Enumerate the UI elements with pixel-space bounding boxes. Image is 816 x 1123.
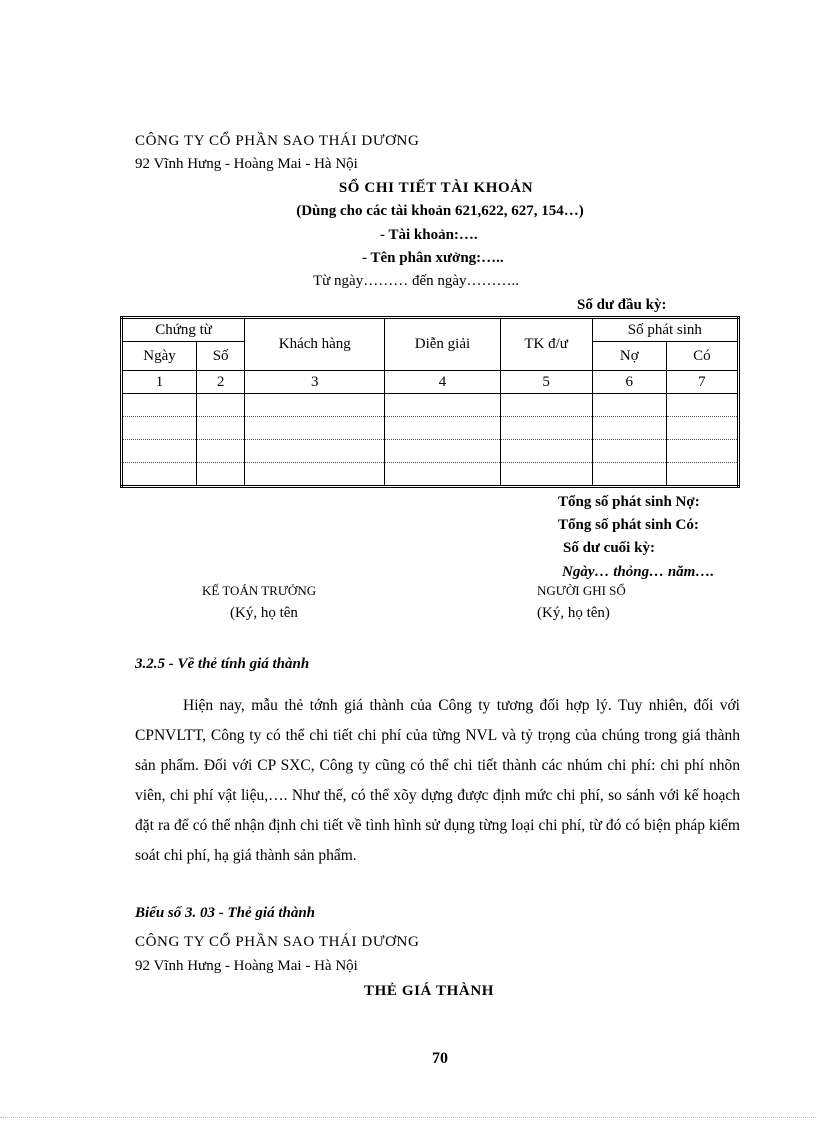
header-number: Số (197, 342, 245, 371)
header-credit: Có (666, 342, 738, 371)
ledger-table (120, 316, 740, 488)
header-arising: Số phát sinh (592, 318, 738, 342)
recorder-label: NGƯỜI GHI SỔ (537, 583, 626, 598)
form-company-address: 92 Vĩnh Hưng - Hoàng Mai - Hà Nội (135, 958, 358, 974)
header-customer: Khách hàng (245, 318, 385, 371)
header-voucher: Chứng từ (122, 318, 245, 342)
workshop-line: - Tên phân xưởng:….. (362, 250, 504, 266)
column-number: 3 (245, 371, 385, 394)
company-address: 92 Vĩnh Hưng - Hoàng Mai - Hà Nội (135, 156, 358, 172)
total-credit: Tổng số phát sinh Có: (558, 517, 699, 533)
column-number: 5 (500, 371, 592, 394)
closing-balance: Số dư cuối kỳ: (563, 540, 655, 556)
page-bottom-divider (0, 1117, 816, 1118)
column-number: 6 (592, 371, 666, 394)
header-date: Ngày (122, 342, 197, 371)
table-row (122, 440, 739, 463)
chief-accountant-label: KẾ TOÁN TRƯỞNG (202, 583, 317, 598)
ledger-subtitle: (Dùng cho các tài khoản 621,622, 627, 154…) (296, 203, 584, 219)
header-debit: Nợ (592, 342, 666, 371)
header-contra-account: TK đ/ư (500, 318, 592, 371)
total-debit: Tổng số phát sinh Nợ: (558, 494, 700, 510)
recorder-note: (Ký, họ tên) (537, 605, 610, 621)
account-line: - Tài khoản:…. (380, 227, 478, 243)
form-caption: Biểu số 3. 03 - Thẻ giá thành (135, 905, 316, 921)
form-company-name: CÔNG TY CỔ PHẦN SAO THÁI DƯƠNG (135, 934, 420, 950)
section-paragraph (135, 691, 740, 871)
page-number: 70 (432, 1050, 448, 1067)
ledger-title: SỔ CHI TIẾT TÀI KHOẢN (338, 180, 534, 196)
column-number: 1 (122, 371, 197, 394)
header-description: Diễn giải (385, 318, 500, 371)
period-line: Từ ngày……… đến ngày……….. (313, 273, 520, 289)
table-row (122, 394, 739, 417)
chief-accountant-note: (Ký, họ tên (230, 605, 298, 621)
table-row (122, 463, 739, 487)
table-row (122, 417, 739, 440)
date-line: Ngày… thỏng… năm…. (562, 564, 715, 580)
section-heading: 3.2.5 - Về thẻ tính giá thành (135, 656, 310, 672)
column-number: 2 (197, 371, 245, 394)
opening-balance: Số dư đầu kỳ: (577, 297, 667, 313)
form-title: THẺ GIÁ THÀNH (364, 983, 495, 999)
company-name: CÔNG TY CỔ PHẦN SAO THÁI DƯƠNG (135, 133, 420, 149)
column-number: 4 (385, 371, 500, 394)
paragraph-text: Hiện nay, mẫu thẻ tớnh giá thành của Công ty tương đối hợp lý. Tuy nhiên, đối với CPNVLTT, Công ty có thể chi tiết chi phí của từng NVL và tỷ trọng của chúng trong giá thành sản phẩm. Đối với CP SXC, Công ty cũng có thể chi tiết thành các nhúm chi phí: chi phí nhõn viên, chi phí vật liệu,…. Như thế, có thể xõy dựng được định mức chi phí, so sánh với kế hoạch đặt ra để có thể nhận định chi tiết về tình hình sử dụng từng loại chi phí, từ đó có biện pháp kiểm soát chi phí, hạ giá thành sản phẩm. (135, 697, 740, 864)
column-number: 7 (666, 371, 738, 394)
